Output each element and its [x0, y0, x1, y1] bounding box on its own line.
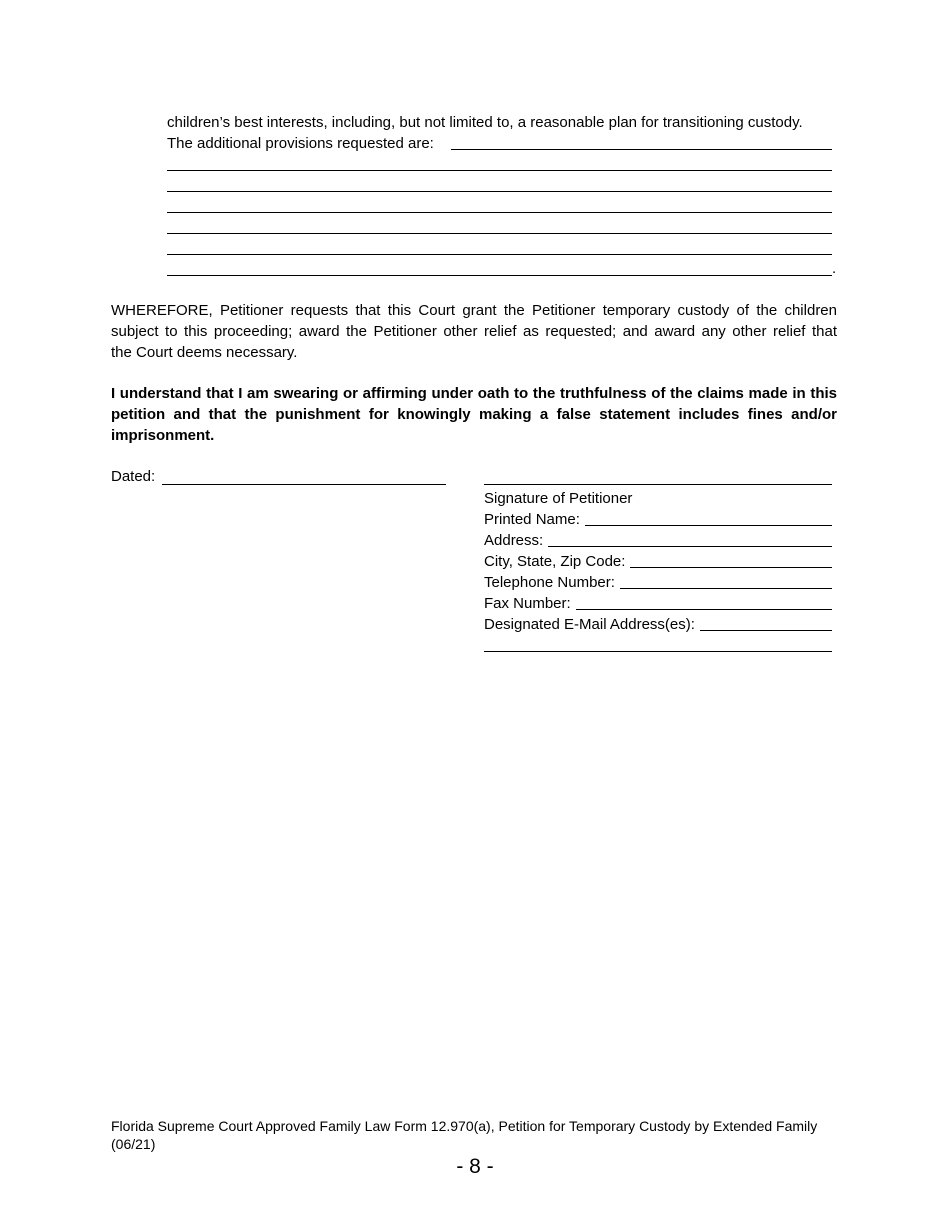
- provisions-input-line-4[interactable]: [167, 212, 832, 213]
- signature-block: [484, 488, 832, 635]
- oath-paragraph: [111, 383, 837, 446]
- provisions-input-line-1[interactable]: [451, 149, 832, 150]
- telephone-field[interactable]: [484, 572, 832, 593]
- dated-label: Dated:: [111, 468, 156, 485]
- fax-input-line[interactable]: [576, 609, 832, 610]
- provisions-input-line-5[interactable]: [167, 233, 832, 234]
- wherefore-line-3: the Court deems necessary.: [111, 344, 298, 361]
- footer-form-title: Florida Supreme Court Approved Family Law Form 12.970(a), Petition for Temporary Custody by Extended Family: [111, 1118, 818, 1134]
- wherefore-line-1: WHEREFORE, Petitioner requests that this Court grant the Petitioner temporary custody of the children: [111, 302, 837, 319]
- fax-label: Fax Number:: [484, 595, 571, 612]
- address-label: Address:: [484, 532, 544, 549]
- address-field[interactable]: [484, 530, 832, 551]
- dated-input-line[interactable]: [162, 484, 446, 485]
- city-state-zip-field[interactable]: [484, 551, 832, 572]
- city-state-zip-label: City, State, Zip Code:: [484, 553, 626, 570]
- printed-name-field[interactable]: [484, 509, 832, 530]
- fax-field[interactable]: [484, 593, 832, 614]
- printed-name-label: Printed Name:: [484, 511, 580, 528]
- provisions-requested-label: The additional provisions requested are:: [167, 135, 434, 152]
- wherefore-paragraph: [111, 300, 837, 363]
- provisions-input-line-2[interactable]: [167, 170, 832, 171]
- address-input-line[interactable]: [548, 546, 832, 547]
- wherefore-line-2: subject to this proceeding; award the Petitioner other relief as requested; and award any other relief that: [111, 323, 837, 340]
- signature-line[interactable]: [484, 484, 832, 485]
- signature-label: Signature of Petitioner: [484, 490, 633, 507]
- provisions-input-line-7[interactable]: [167, 275, 832, 276]
- oath-line-2: petition and that the punishment for knowingly making a false statement includes fines and/or: [111, 406, 837, 423]
- email-field[interactable]: [484, 614, 832, 635]
- oath-line-1: I understand that I am swearing or affirming under oath to the truthfulness of the claims made in this: [111, 385, 837, 402]
- provisions-input-line-6[interactable]: [167, 254, 832, 255]
- oath-line-3: imprisonment.: [111, 427, 215, 444]
- telephone-input-line[interactable]: [620, 588, 832, 589]
- provisions-end-period: .: [832, 260, 837, 277]
- email-input-line[interactable]: [700, 630, 832, 631]
- page-number: - 8 -: [456, 1155, 494, 1178]
- provisions-continuation-text: children’s best interests, including, but not limited to, a reasonable plan for transitioning custody.: [167, 114, 803, 131]
- email-continuation-line[interactable]: [484, 651, 832, 652]
- footer-revision: (06/21): [111, 1136, 156, 1152]
- email-label: Designated E-Mail Address(es):: [484, 616, 695, 633]
- city-state-zip-input-line[interactable]: [630, 567, 832, 568]
- printed-name-input-line[interactable]: [585, 525, 832, 526]
- provisions-input-line-3[interactable]: [167, 191, 832, 192]
- telephone-label: Telephone Number:: [484, 574, 615, 591]
